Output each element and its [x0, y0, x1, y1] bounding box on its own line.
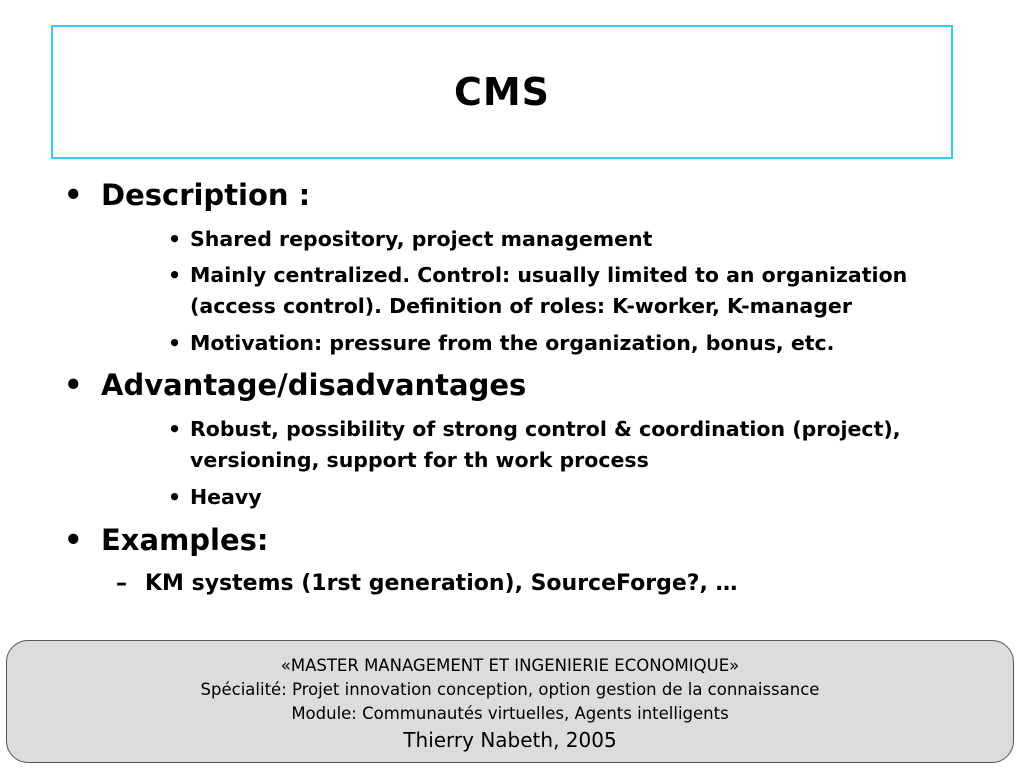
- bullet: •: [168, 263, 182, 287]
- footer-author: Thierry Nabeth, 2005: [403, 728, 617, 752]
- list-item-line: Motivation: pressure from the organization, bonus, etc.: [190, 331, 835, 355]
- dash-bullet: –: [116, 571, 127, 596]
- section-heading-text: Examples:: [101, 523, 269, 557]
- list-item-line: Shared repository, project management: [190, 227, 653, 251]
- list-item-text: [190, 224, 652, 255]
- list-item-line: Robust, possibility of strong control & coordination (project),: [190, 417, 901, 441]
- slide-footer: [6, 640, 1014, 763]
- list-item-text: KM systems (1rst generation), SourceForge?, …: [145, 571, 738, 596]
- list-item-line: (access control). Definition of roles: K-worker, K-manager: [190, 294, 852, 318]
- bullet: •: [168, 417, 182, 441]
- footer-speciality: Spécialité: Projet innovation conception, option gestion de la connaissance: [200, 680, 820, 699]
- footer-program-title: «MASTER MANAGEMENT ET INGENIERIE ECONOMIQUE»: [280, 656, 740, 675]
- bullet: •: [168, 227, 182, 251]
- slide-title: CMS: [453, 70, 551, 114]
- section-heading-text: Description :: [101, 178, 311, 212]
- list-item-line: versioning, support for th work process: [190, 448, 649, 472]
- list-item-text: [190, 414, 901, 476]
- bullet: •: [64, 368, 83, 402]
- bullet: •: [168, 485, 182, 509]
- footer-module: Module: Communautés virtuelles, Agents intelligents: [291, 704, 729, 723]
- list-item-line: Mainly centralized. Control: usually limited to an organization: [190, 263, 908, 287]
- section-heading-text: Advantage/disadvantages: [101, 368, 527, 402]
- bullet: •: [64, 178, 83, 212]
- bullet: •: [64, 523, 83, 557]
- list-item-line: Heavy: [190, 485, 262, 509]
- list-item-text: [190, 328, 834, 359]
- bullet: •: [168, 331, 182, 355]
- list-item-text: [190, 482, 262, 513]
- list-item-text: [190, 260, 907, 322]
